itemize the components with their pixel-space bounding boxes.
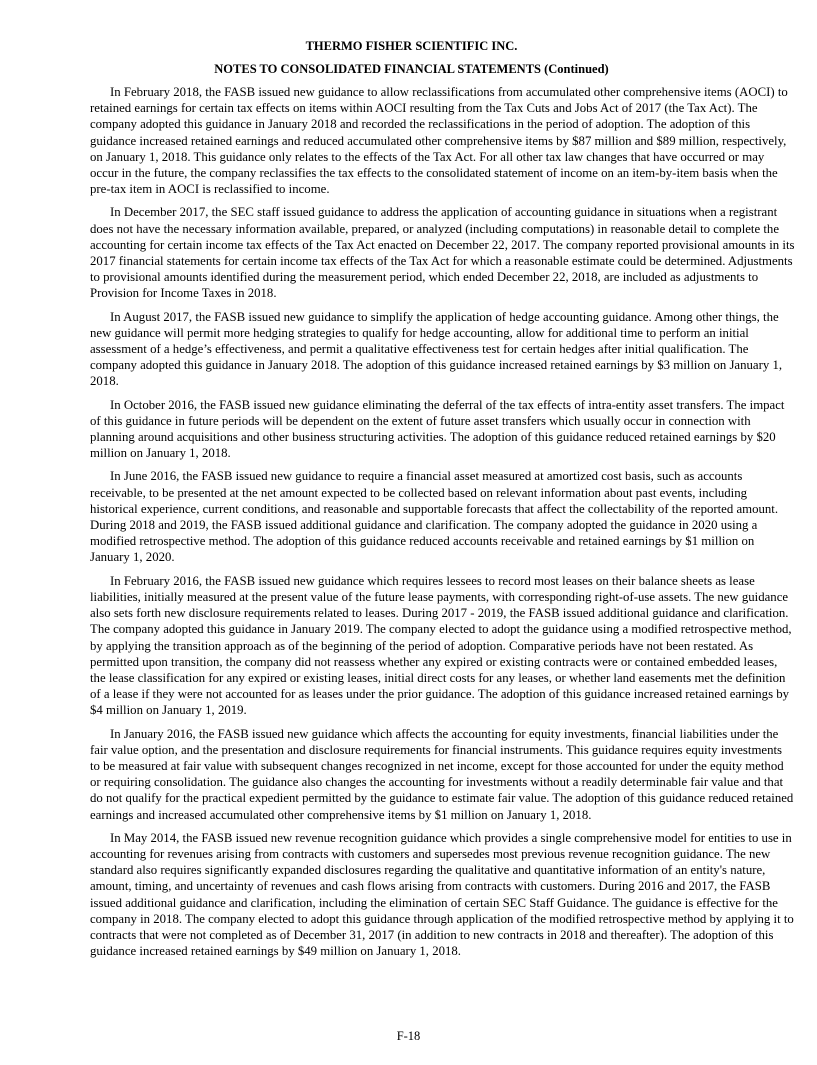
section-title: NOTES TO CONSOLIDATED FINANCIAL STATEMENTS (Continued)	[214, 62, 609, 76]
paragraph-revenue-recognition: In May 2014, the FASB issued new revenue recognition guidance which provides a single comprehensive model for entities to use in accounting for revenues arising from contracts with customers and supersedes most previous revenue recognition guidance. The new standard also requires significantly expanded disclosures regarding the qualitative and quantitative information of an entity's nature, amount, timing, and uncertainty of revenues and cash flows arising from contracts with customers. During 2016 and 2017, the FASB issued additional guidance and clarification, including the elimination of certain SEC Staff Guidance. The guidance is effective for the company in 2018. The company elected to adopt this guidance through application of the modified retrospective method by applying it to contracts that were not completed as of December 31, 2017 (in addition to new contracts in 2018 and thereafter). The adoption of this guidance increased retained earnings by $49 million on January 1, 2018.	[90, 830, 794, 959]
paragraph-hedge-accounting: In August 2017, the FASB issued new guidance to simplify the application of hedge accounting guidance. Among other things, the new guidance will permit more hedging strategies to qualify for hedge accounting, allow for additional time to perform an initial assessment of a hedge’s effectiveness, and permit a qualitative effectiveness test for certain hedges after initial qualification. The company adopted this guidance in January 2018. The adoption of this guidance increased retained earnings by $3 million on January 1, 2018.	[90, 309, 783, 389]
paragraph-equity-investments: In January 2016, the FASB issued new guidance which affects the accounting for equity investments, financial liabilities under the fair value option, and the presentation and disclosure requirements for financial instruments. This guidance requires equity investments to be measured at fair value with subsequent changes recognized in net income, except for those accounted for under the equity method or requiring consolidation. The guidance also changes the accounting for investments without a readily determinable fair value and that do not qualify for the practical expedient permitted by the guidance to estimate fair value. The adoption of this guidance reduced retained earnings and increased accumulated other comprehensive items by $1 million on January 1, 2018.	[90, 726, 794, 822]
paragraph-aoci: In February 2018, the FASB issued new guidance to allow reclassifications from accumulated other comprehensive items (AOCI) to retained earnings for certain tax effects on items within AOCI resulting from the Tax Cuts and Jobs Act of 2017 (the Tax Act). The company adopted this guidance in January 2018 and recorded the reclassifications in the period of adoption. The adoption of this guidance increased retained earnings and reduced accumulated other comprehensive items by $87 million and $89 million, respectively, on January 1, 2018. This guidance only relates to the effects of the Tax Act. For all other tax law changes that have occurred or may occur in the future, the company reclassifies the tax effects to the consolidated statement of income on an item-by-item basis when the pre-tax item in AOCI is reclassified to income.	[90, 85, 788, 197]
company-name: THERMO FISHER SCIENTIFIC INC.	[305, 39, 518, 53]
paragraph-credit-losses: In June 2016, the FASB issued new guidance to require a financial asset measured at amortized cost basis, such as accounts receivable, to be presented at the net amount expected to be collected based on relevant information about past events, including historical experience, current conditions, and reasonable and supportable forecasts that affect the collectability of the reported amount. During 2018 and 2019, the FASB issued additional guidance and clarification. The company adopted the guidance in 2020 using a modified retrospective method. The adoption of this guidance reduced accounts receivable and retained earnings by $1 million on January 1, 2020.	[90, 469, 779, 565]
page-number: F-18	[396, 1029, 421, 1043]
paragraph-intra-entity-transfers: In October 2016, the FASB issued new guidance eliminating the deferral of the tax effects of intra-entity asset transfers. The impact of this guidance in future periods will be dependent on the extent of future asset transfers which usually occur in connection with planning around acquisitions and other business structuring activities. The adoption of this guidance reduced retained earnings by $20 million on January 1, 2018.	[90, 397, 785, 461]
paragraph-sec-tax-act: In December 2017, the SEC staff issued guidance to address the application of accounting guidance in situations when a registrant does not have the necessary information available, prepared, or analyzed (including computations) in reasonable detail to complete the accounting for certain income tax effects of the Tax Act enacted on December 22, 2017. The company reported provisional amounts in its 2017 financial statements for certain income tax effects of the Tax Act for which a reasonable estimate could be determined. Adjustments to provisional amounts identified during the measurement period, which ended December 22, 2018, are included as adjustments to Provision for Income Taxes in 2018.	[90, 205, 795, 301]
paragraph-leases: In February 2016, the FASB issued new guidance which requires lessees to record most leases on their balance sheets as lease liabilities, initially measured at the present value of the future lease payments, with corresponding right-of-use assets. The new guidance also sets forth new disclosure requirements related to leases. During 2017 - 2019, the FASB issued additional guidance and clarification. The company adopted this guidance in January 2019. The company elected to adopt the guidance using a modified retrospective method, by applying the transition approach as of the beginning of the period of adoption. Comparative periods have not been restated. As permitted upon transition, the company did not reassess whether any expired or existing contracts were or contained embedded leases, the lease classification for any expired or existing leases, initial direct costs for any leases, or whether land easements met the definition of a lease if they were not accounted for as leases under the prior guidance. The adoption of this guidance increased retained earnings by $4 million on January 1, 2019.	[90, 573, 792, 718]
